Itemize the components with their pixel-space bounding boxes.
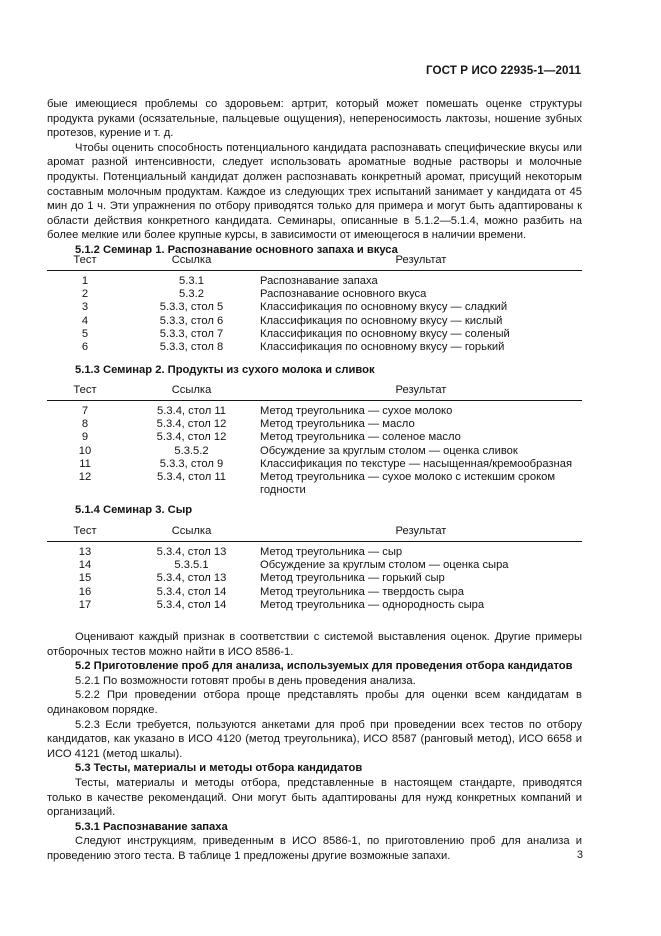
- table-row: [47, 458, 582, 471]
- cell-result: Обсуждение за круглым столом — оценка сливок: [260, 444, 518, 457]
- cell-test: 12: [78, 471, 92, 484]
- col-ref: Ссылка: [171, 254, 212, 266]
- col-test: Тест: [73, 254, 97, 266]
- cell-result: Классификация по основному вкусу — кислый: [260, 314, 503, 327]
- seminar2-table: [47, 383, 582, 497]
- section-5-2-2: 5.2.2 При проведении отбора проще представлять пробы для оценки всем кандидатам в одинаковом порядке.: [47, 689, 582, 716]
- table-row: [47, 315, 582, 328]
- cell-test: 4: [81, 314, 89, 327]
- cell-test: 15: [78, 572, 92, 585]
- page-number: 3: [576, 849, 583, 861]
- cell-test: 16: [78, 585, 92, 598]
- seminar3-heading-wrap: [47, 503, 582, 518]
- cell-result: Классификация по основному вкусу — сладкий: [260, 301, 508, 314]
- table-header-row: [47, 524, 582, 542]
- standard-code: ГОСТ Р ИСО 22935-1—2011: [425, 64, 581, 77]
- cell-ref: 5.3.1: [179, 275, 204, 287]
- col-result: Результат: [395, 254, 447, 266]
- cell-ref: 5.3.5.1: [174, 559, 209, 572]
- cell-ref: 5.3.4, стол 13: [156, 572, 227, 585]
- table-row: [47, 572, 582, 585]
- seminar1-table-wrap: [47, 253, 582, 354]
- cell-result: Классификация по основному вкусу — горький: [260, 341, 505, 354]
- seminar2-heading: 5.1.3 Семинар 2. Продукты из сухого молока и сливок: [75, 364, 375, 376]
- section-5-3-paragraph: Тесты, материалы и методы отбора, представленные в настоящем стандарте, приводятся только в качестве рекомендаций. Они могут быть адаптированы для нужд конкретных компаний и организаций.: [47, 776, 582, 819]
- cell-ref: 5.3.3, стол 9: [159, 457, 224, 470]
- table-row: [47, 271, 582, 289]
- cell-result: Метод треугольника — твердость сыра: [260, 585, 464, 598]
- cell-result: Обсуждение за круглым столом — оценка сыра: [260, 559, 509, 572]
- table-row: [47, 301, 582, 314]
- cell-test: 9: [81, 431, 89, 444]
- cell-test: 2: [81, 288, 89, 301]
- table-header-row: [47, 253, 582, 271]
- section-5-2-3: 5.2.3 Если требуется, пользуются анкетами для проб при проведении всех тестов по отбору кандидатов, как указано в ИСО 4120 (метод треугольника), ИСО 8587 (ранговый метод), ИСО 6658 и ИСО 4121 (метод шкалы).: [47, 718, 582, 760]
- seminar1-rows: [47, 271, 582, 355]
- table-row: [47, 328, 582, 341]
- section-5-3-1-heading: 5.3.1 Распознавание запаха: [75, 820, 228, 833]
- table-row: [47, 431, 582, 444]
- cell-result: Распознавание запаха: [260, 275, 378, 287]
- table-row: [47, 586, 582, 599]
- seminar1-heading: 5.1.2 Семинар 1. Распознавание основного запаха и вкуса: [75, 243, 398, 256]
- cell-ref: 5.3.3, стол 7: [159, 327, 224, 340]
- table-row: [47, 288, 582, 301]
- body-section: [47, 630, 582, 864]
- cell-ref: 5.3.4, стол 12: [156, 431, 227, 444]
- cell-ref: 5.3.4, стол 12: [156, 418, 227, 431]
- table-row: [47, 471, 582, 497]
- cell-ref: 5.3.2: [179, 288, 204, 301]
- cell-result: Классификация по основному вкусу — соленый: [260, 327, 510, 340]
- cell-test: 5: [81, 327, 89, 340]
- table-row: [47, 599, 582, 612]
- col-ref: Ссылка: [171, 525, 212, 537]
- seminar2-table-wrap: [47, 383, 582, 497]
- section-5-3-1-paragraph: Следуют инструкциям, приведенным в ИСО 8586-1, по приготовлению проб для анализа и проведению этого теста. В таблице 1 предложены другие возможные запахи.: [47, 835, 582, 862]
- cell-test: 1: [81, 275, 89, 287]
- cell-result: Метод треугольника — однородность сыра: [260, 598, 485, 611]
- intro-section: [47, 97, 582, 258]
- seminar2-rows: [47, 401, 582, 498]
- table-row: [47, 542, 582, 560]
- seminar3-table-wrap: [47, 524, 582, 612]
- seminar2-heading-wrap: [47, 363, 582, 378]
- cell-result: Метод треугольника — масло: [260, 418, 415, 431]
- col-test: Тест: [73, 384, 97, 396]
- cell-test: 10: [78, 444, 92, 457]
- seminar3-heading: 5.1.4 Семинар 3. Сыр: [75, 504, 193, 516]
- cell-ref: 5.3.4, стол 11: [157, 405, 226, 417]
- cell-ref: 5.3.3, стол 5: [159, 301, 224, 314]
- section-5-3-heading: 5.3 Тесты, материалы и методы отбора кандидатов: [75, 762, 363, 775]
- grading-paragraph: Оценивают каждый признак в соответствии с системой выставления оценок. Другие примеры отборочных тестов можно найти в ИСО 8586-1.: [47, 631, 582, 658]
- cell-result: Метод треугольника — сухое молоко с истекшим сроком годности: [260, 471, 556, 497]
- cell-result: Распознавание основного вкуса: [260, 288, 427, 301]
- cell-test: 7: [81, 405, 89, 417]
- cell-result: Метод треугольника — соленое масло: [260, 431, 461, 444]
- cell-test: 14: [78, 559, 92, 572]
- table-row: [47, 401, 582, 419]
- section-5-2-heading: 5.2 Приготовление проб для анализа, используемых для проведения отбора кандидатов: [75, 660, 573, 673]
- cell-ref: 5.3.4, стол 14: [156, 585, 227, 598]
- table-row: [47, 559, 582, 572]
- cell-result: Метод треугольника — сыр: [260, 546, 403, 558]
- cell-test: 13: [78, 546, 92, 558]
- seminar3-table: [47, 524, 582, 612]
- seminar1-table: [47, 253, 582, 354]
- col-result: Результат: [395, 384, 447, 396]
- intro-paragraph-2: Чтобы оценить способность потенциального кандидата распознавать специфические вкусы или аромат разной интенсивности, следует использовать ароматные водные растворы и молочные продукты. Потенциальный кандидат должен распознавать конкретный аромат, присущий некоторым составным молочным продуктам. Каждое из следующих трех испытаний занимает у кандидата от 45 мин до 1 ч. Эти упражнения по отбору приводятся только для примера и могут быть адаптированы к области действия конкретного кандидата. Семинары, описанные в 5.1.2—5.1.4, можно разбить на более мелкие или более крупные курсы, в зависимости от имеющегося в наличии времени.: [47, 141, 582, 242]
- cell-result: Классификация по текстуре — насыщенная/кремообразная: [260, 457, 572, 470]
- cell-ref: 5.3.4, стол 14: [156, 598, 227, 611]
- cell-result: Метод треугольника — сухое молоко: [260, 405, 453, 417]
- col-ref: Ссылка: [171, 384, 212, 396]
- cell-test: 17: [78, 598, 92, 611]
- table-row: [47, 341, 582, 354]
- table-row: [47, 445, 582, 458]
- col-test: Тест: [73, 525, 97, 537]
- cell-ref: 5.3.4, стол 11: [157, 471, 226, 484]
- cell-test: 11: [79, 457, 91, 470]
- table-header-row: [47, 383, 582, 401]
- cell-ref: 5.3.4, стол 13: [156, 546, 227, 558]
- cell-ref: 5.3.3, стол 8: [159, 341, 224, 354]
- section-5-2-1: 5.2.1 По возможности готовят пробы в день проведения анализа.: [75, 674, 416, 687]
- intro-paragraph-1: бые имеющиеся проблемы со здоровьем: артрит, который может помешать оценке структуры продукта руками (осязательные, пальцевые ощущения), непереносимость лактозы, ношение зубных протезов, курение и т. д.: [47, 98, 582, 140]
- col-result: Результат: [395, 525, 447, 537]
- cell-result: Метод треугольника — горький сыр: [260, 572, 445, 585]
- cell-test: 8: [81, 418, 89, 431]
- cell-ref: 5.3.5.2: [174, 444, 209, 457]
- cell-ref: 5.3.3, стол 6: [159, 314, 224, 327]
- cell-test: 6: [81, 341, 89, 354]
- seminar3-rows: [47, 542, 582, 613]
- cell-test: 3: [81, 301, 89, 314]
- table-row: [47, 418, 582, 431]
